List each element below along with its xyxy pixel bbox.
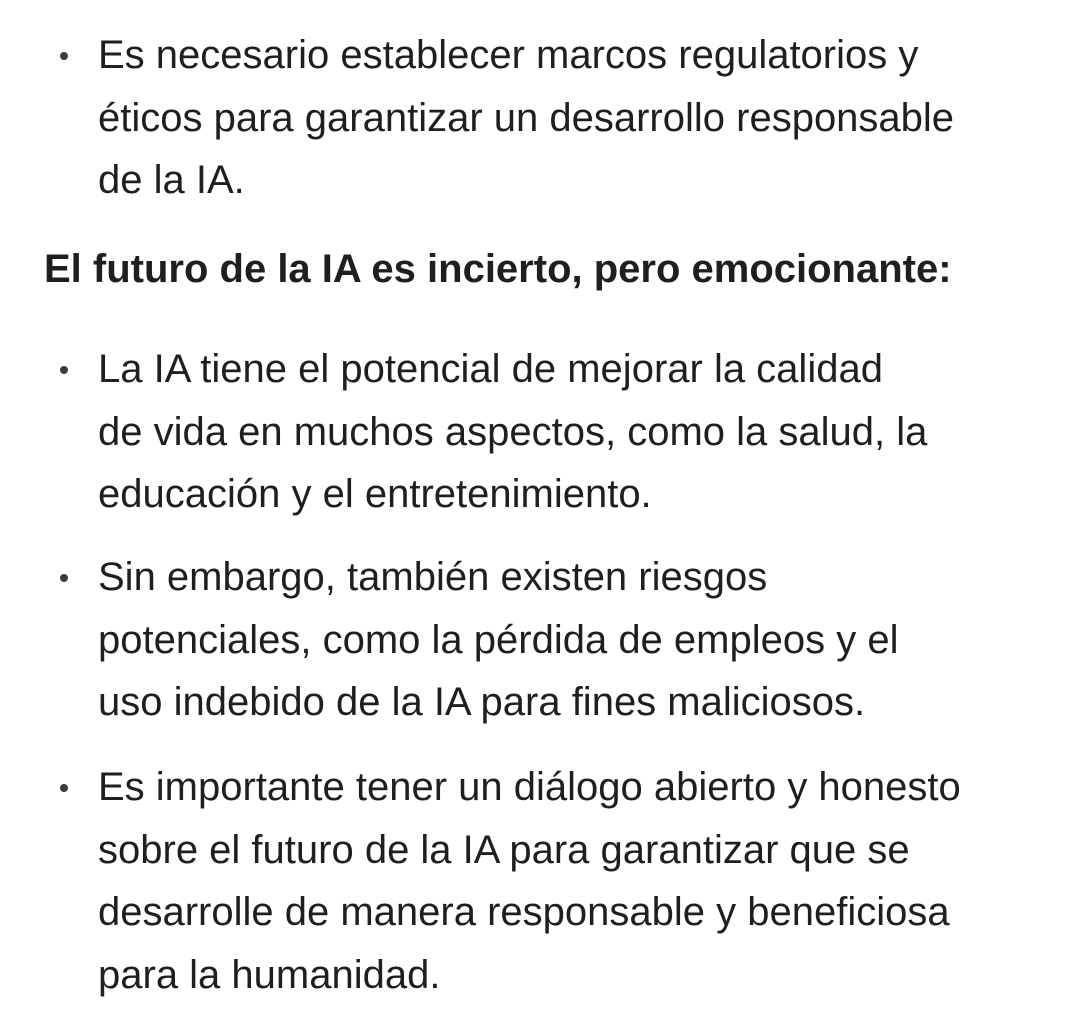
bullet-icon bbox=[60, 784, 68, 792]
bullet-icon bbox=[60, 366, 68, 374]
list-item-text: Es importante tener un diálogo abierto y honesto sobre el futuro de la IA para garantizar que se desarrolle de manera responsable y beneficiosa para la humanidad. bbox=[98, 765, 961, 997]
list-item-text: Es necesario establecer marcos regulatorios y éticos para garantizar un desarrollo responsable de la IA. bbox=[98, 33, 955, 202]
bullet-icon bbox=[60, 52, 68, 60]
list-item-text: La IA tiene el potencial de mejorar la calidad de vida en muchos aspectos, como la salud, la educación y el entretenimiento. bbox=[98, 347, 928, 516]
list-item-text: Sin embargo, también existen riesgos potenciales, como la pérdida de empleos y el uso indebido de la IA para fines maliciosos. bbox=[98, 555, 899, 724]
bullet-icon bbox=[60, 574, 68, 582]
section-heading: El futuro de la IA es incierto, pero emocionante: bbox=[44, 247, 952, 291]
